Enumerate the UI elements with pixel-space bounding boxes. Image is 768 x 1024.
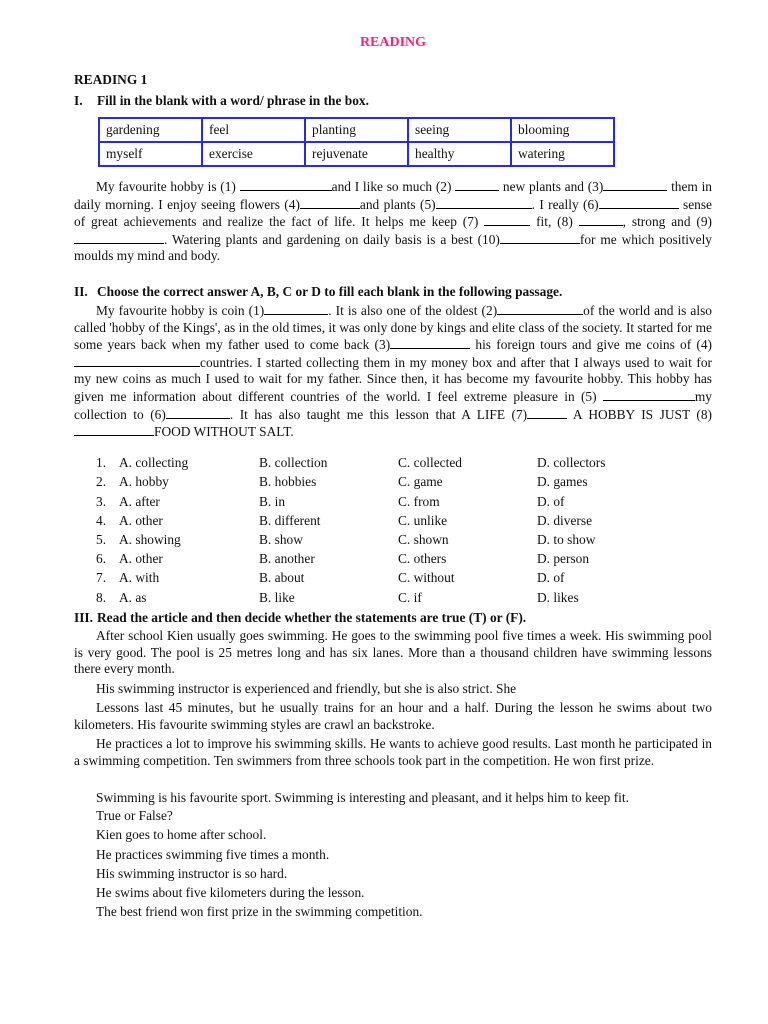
tf-statement: He swims about five kilometers during the lesson.	[96, 885, 365, 901]
blank-7[interactable]	[484, 213, 530, 226]
blank-3[interactable]	[390, 336, 470, 349]
blank-5[interactable]	[603, 388, 695, 401]
passage-text: . It is also one of the oldest (2)	[328, 303, 498, 318]
blank-2[interactable]	[455, 178, 499, 191]
word-box	[98, 117, 615, 167]
option-d[interactable]: D. likes	[537, 589, 579, 605]
passage-text: my collection to (6)	[74, 388, 712, 422]
option-row	[74, 473, 712, 492]
blank-5[interactable]	[436, 196, 532, 209]
section-2-passage	[74, 302, 712, 441]
blank-10[interactable]	[500, 231, 580, 244]
blank-1[interactable]	[264, 302, 328, 315]
option-row	[74, 531, 712, 550]
tf-statement: Kien goes to home after school.	[96, 827, 267, 843]
passage-text: . I really (6)	[531, 196, 599, 212]
word-box-cell: gardening	[99, 118, 202, 142]
option-a[interactable]: A. showing	[119, 532, 181, 548]
passage-text: A HOBBY IS JUST (8)	[567, 406, 713, 422]
section-2-heading	[74, 284, 712, 301]
option-d[interactable]: D. collectors	[537, 455, 606, 471]
option-number: 7.	[96, 570, 107, 586]
option-d[interactable]: D. person	[537, 551, 590, 567]
option-b[interactable]: B. show	[259, 532, 303, 548]
answer-options	[74, 454, 712, 608]
option-c[interactable]: C. game	[398, 474, 443, 490]
blank-9[interactable]	[74, 231, 164, 244]
word-box-cell: feel	[202, 118, 305, 142]
option-d[interactable]: D. of	[537, 493, 565, 509]
section-2-title: Choose the correct answer A, B, C or D to fill each blank in the following passage.	[97, 284, 563, 299]
option-row	[74, 454, 712, 473]
option-row	[74, 512, 712, 531]
option-row	[74, 492, 712, 511]
section-1-passage	[74, 178, 712, 265]
option-c[interactable]: C. from	[398, 493, 440, 509]
word-box-cell: exercise	[202, 142, 305, 166]
tf-statement: His swimming instructor is so hard.	[96, 865, 288, 881]
option-row	[74, 569, 712, 588]
option-row	[74, 550, 712, 569]
word-box-row	[99, 118, 614, 142]
option-b[interactable]: B. like	[259, 589, 295, 605]
blank-2[interactable]	[497, 302, 583, 315]
option-number: 5.	[96, 532, 107, 548]
passage-text: and plants (5)	[359, 196, 436, 212]
passage-text: for me which positively moulds my mind and body.	[74, 231, 712, 264]
option-a[interactable]: A. hobby	[119, 474, 169, 490]
option-number: 6.	[96, 551, 107, 567]
passage-text: new plants and (3)	[499, 179, 604, 194]
true-false-list	[96, 808, 712, 924]
option-c[interactable]: C. without	[398, 570, 455, 586]
blank-1[interactable]	[240, 178, 332, 191]
option-d[interactable]: D. diverse	[537, 512, 593, 528]
reading-label: READING 1	[74, 72, 148, 87]
option-a[interactable]: A. after	[119, 493, 160, 509]
word-box-cell: blooming	[511, 118, 614, 142]
option-a[interactable]: A. as	[119, 589, 147, 605]
passage-text: My favourite hobby is coin (1)	[96, 303, 265, 318]
page-title: READING	[359, 35, 427, 50]
passage-text: his foreign tours and give me coins of (4)	[470, 337, 712, 353]
passage-text: of the world and is also called 'hobby of the Kings', as in the old times, it was only done by kings and elite class of the society. It started for me some years back when my father used to come back (3)	[74, 303, 712, 353]
blank-8[interactable]	[74, 423, 154, 436]
word-box-cell: watering	[511, 142, 614, 166]
article-paragraph: He practices a lot to improve his swimming skills. He wants to achieve good results. Last month he participated in a swimming competition. Ten swimmers from three schools took part in the competition. He won first prize.	[74, 736, 712, 768]
option-number: 1.	[96, 455, 107, 471]
option-c[interactable]: C. if	[398, 589, 422, 605]
section-3-number: III.	[74, 610, 93, 625]
option-row	[74, 588, 712, 607]
blank-7[interactable]	[527, 406, 567, 419]
passage-text: . It has also taught me this lesson that A LIFE (7)	[229, 406, 528, 422]
word-box-cell: myself	[99, 142, 202, 166]
passage-text: . Watering plants and gardening on daily basis is a best (10)	[164, 231, 500, 247]
blank-6[interactable]	[166, 406, 230, 419]
section-3-title: Read the article and then decide whether the statements are true (T) or (F).	[97, 610, 527, 625]
word-box-cell: seeing	[408, 118, 511, 142]
section-3-heading	[74, 610, 712, 627]
option-c[interactable]: C. unlike	[398, 512, 448, 528]
tf-label: True or False?	[96, 808, 173, 823]
article-paragraph: After school Kien usually goes swimming. He goes to the swimming pool five times a week. His swimming pool is very good. The pool is 25 metres long and has six lanes. More than a thousand children have swimming lessons there every month.	[74, 628, 712, 677]
option-c[interactable]: C. collected	[398, 455, 462, 471]
option-d[interactable]: D. to show	[537, 532, 596, 548]
section-1-heading	[74, 93, 712, 110]
option-b[interactable]: B. different	[259, 512, 321, 528]
option-b[interactable]: B. in	[259, 493, 286, 509]
passage-text: , strong and (9)	[622, 214, 712, 230]
tf-statement: The best friend won first prize in the swimming competition.	[96, 904, 423, 920]
section-1-number: I.	[74, 93, 83, 108]
article-paragraph: Lessons last 45 minutes, but he usually trains for an hour and a half. During the lesson he swims about two kilometers. His favourite swimming styles are crawl an backstroke.	[74, 700, 712, 732]
option-b[interactable]: B. about	[259, 570, 305, 586]
passage-text: FOOD WITHOUT SALT.	[154, 424, 294, 440]
option-number: 8.	[96, 589, 107, 605]
option-a[interactable]: A. collecting	[119, 455, 189, 471]
option-a[interactable]: A. other	[119, 512, 163, 528]
word-box-cell: planting	[305, 118, 408, 142]
option-b[interactable]: B. another	[259, 551, 315, 567]
passage-text: them in daily morning. I enjoy seeing flowers (4)	[74, 179, 712, 212]
passage-text: sense of great achievements and realize the fact of life. It helps me keep (7)	[74, 196, 712, 230]
section-2-number: II.	[74, 284, 88, 299]
option-d[interactable]: D. games	[537, 474, 588, 490]
option-c[interactable]: C. shown	[398, 532, 449, 548]
blank-4[interactable]	[300, 196, 360, 209]
option-b[interactable]: B. hobbies	[259, 474, 317, 490]
article-paragraph: His swimming instructor is experienced and friendly, but she is also strict. She	[96, 681, 517, 696]
passage-text: My favourite hobby is (1)	[96, 179, 240, 194]
blank-4[interactable]	[74, 354, 200, 367]
option-a[interactable]: A. other	[119, 551, 163, 567]
option-a[interactable]: A. with	[119, 570, 160, 586]
option-b[interactable]: B. collection	[259, 455, 328, 471]
section-1-title: Fill in the blank with a word/ phrase in the box.	[97, 93, 369, 108]
article-paragraph: Swimming is his favourite sport. Swimming is interesting and pleasant, and it helps him to keep fit.	[96, 790, 629, 805]
blank-6[interactable]	[599, 196, 679, 209]
passage-text: countries. I started collecting them in my money box and after that I always used to wait for my new coins as much I used to wait for my father. Since then, it has become my favourite hobby. This hobby has given me information about different countries of the world. I feel extreme pleasure in (5)	[74, 354, 712, 404]
option-number: 2.	[96, 474, 107, 490]
blank-8[interactable]	[579, 213, 623, 226]
option-c[interactable]: C. others	[398, 551, 447, 567]
word-box-cell: rejuvenate	[305, 142, 408, 166]
passage-text: fit, (8)	[530, 214, 579, 230]
word-box-row	[99, 142, 614, 166]
word-box-cell: healthy	[408, 142, 511, 166]
tf-statement: He practices swimming five times a month.	[96, 846, 330, 862]
blank-3[interactable]	[603, 178, 667, 191]
option-d[interactable]: D. of	[537, 570, 565, 586]
passage-text: and I like so much (2)	[331, 179, 456, 194]
option-number: 3.	[96, 493, 107, 509]
option-number: 4.	[96, 512, 107, 528]
